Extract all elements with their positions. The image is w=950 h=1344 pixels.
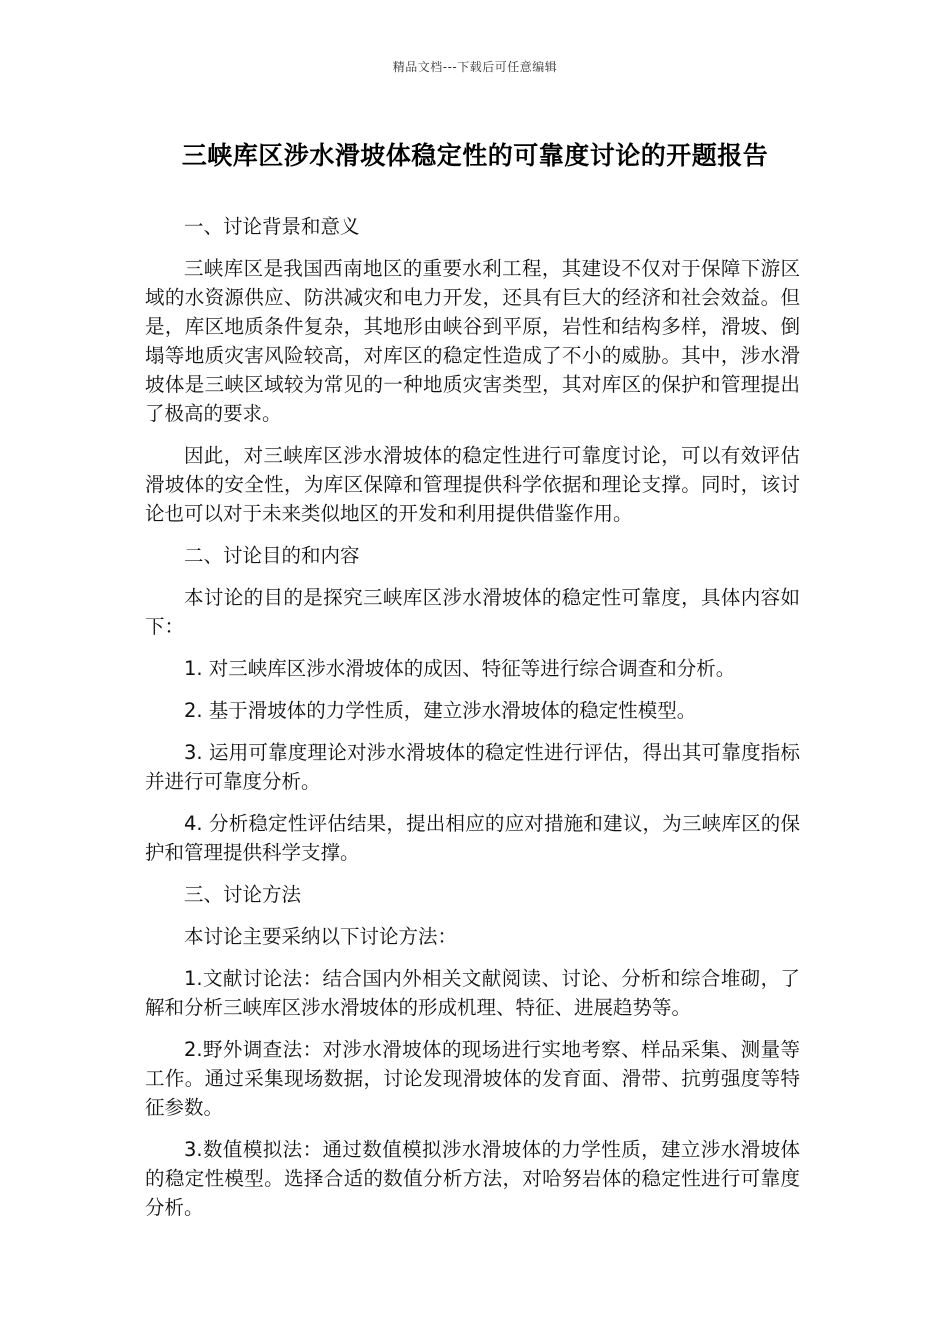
paragraph-background-2: 因此，对三峡库区涉水滑坡体的稳定性进行可靠度讨论，可以有效评估滑坡体的安全性，为库区保障和管理提供科学依据和理论支撑。同时，该讨论也可以对于未来类似地区的开发和利用提供借鉴作用。	[145, 444, 800, 525]
list-item-objective-4: 4. 分析稳定性评估结果，提出相应的应对措施和建议，为三峡库区的保护和管理提供科学支撑。	[145, 812, 800, 864]
document-title: 三峡库区涉水滑坡体稳定性的可靠度讨论的开题报告	[181, 141, 769, 170]
list-item-method-3: 3.数值模拟法：通过数值模拟涉水滑坡体的力学性质，建立涉水滑坡体的稳定性模型。选择合适的数值分析方法，对哈努岩体的稳定性进行可靠度分析。	[145, 1138, 800, 1219]
paragraph-background-1: 三峡库区是我国西南地区的重要水利工程，其建设不仅对于保障下游区域的水资源供应、防洪减灾和电力开发，还具有巨大的经济和社会效益。但是，库区地质条件复杂，其地形由峡谷到平原，岩性和结构多样，滑坡、倒塌等地质灾害风险较高，对库区的稳定性造成了不小的威胁。其中，涉水滑坡体是三峡区域较为常见的一种地质灾害类型，其对库区的保护和管理提出了极高的要求。	[145, 257, 800, 425]
paragraph-methods-intro: 本讨论主要采纳以下讨论方法：	[184, 925, 458, 948]
list-item-method-1: 1.文献讨论法：结合国内外相关文献阅读、讨论、分析和综合堆砌，了解和分析三峡库区涉水滑坡体的形成机理、特征、进展趋势等。	[145, 967, 800, 1019]
list-item-objective-3: 3. 运用可靠度理论对涉水滑坡体的稳定性进行评估，得出其可靠度指标并进行可靠度分析。	[145, 741, 800, 793]
document-body	[145, 212, 800, 1235]
paragraph-objectives-intro: 本讨论的目的是探究三峡库区涉水滑坡体的稳定性可靠度，具体内容如下：	[145, 586, 800, 638]
section-heading-objectives: 二、讨论目的和内容	[184, 544, 360, 567]
section-heading-methods: 三、讨论方法	[184, 883, 302, 906]
list-item-objective-1: 1. 对三峡库区涉水滑坡体的成因、特征等进行综合调查和分析。	[184, 657, 736, 680]
list-item-objective-2: 2. 基于滑坡体的力学性质，建立涉水滑坡体的稳定性模型。	[184, 699, 697, 722]
section-heading-background: 一、讨论背景和意义	[184, 215, 360, 238]
page-header-note: 精品文档---下载后可任意编辑	[392, 60, 558, 74]
list-item-method-2: 2.野外调查法：对涉水滑坡体的现场进行实地考察、样品采集、测量等工作。通过采集现场数据，讨论发现滑坡体的发育面、滑带、抗剪强度等特征参数。	[145, 1038, 800, 1119]
